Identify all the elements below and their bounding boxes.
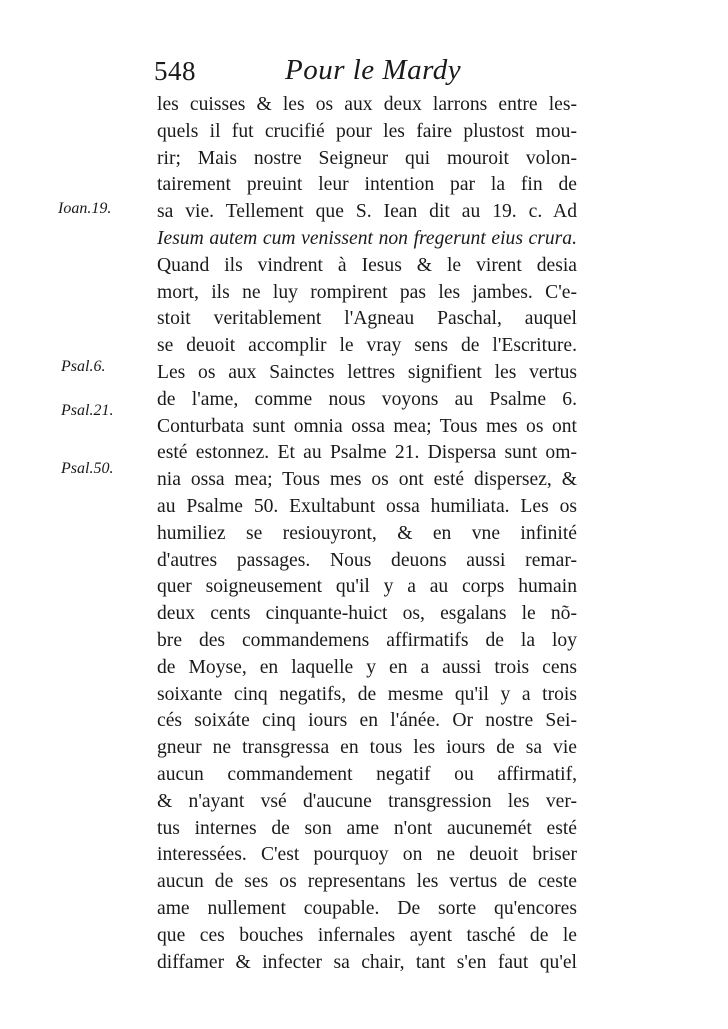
text-line: tus internes de son ame n'ont aucunemét esté bbox=[157, 817, 577, 839]
page-header bbox=[150, 52, 580, 92]
text-line: rir; Mais nostre Seigneur qui mouroit volon- bbox=[157, 147, 577, 169]
text-line: deux cents cinquante-huict os, esgalans le nõ- bbox=[157, 603, 577, 625]
text-line: se deuoit accomplir le vray sens de l'Escriture. bbox=[157, 335, 577, 357]
text-line: bre des commandemens affirmatifs de la loy bbox=[157, 629, 577, 651]
text-line: aucun commandement negatif ou affirmatif, bbox=[157, 763, 577, 785]
text-line: de Moyse, en laquelle y en a aussi trois cens bbox=[157, 656, 577, 678]
text-line: au Psalme 50. Exultabunt ossa humiliata. Les os bbox=[157, 495, 577, 517]
text-line: & n'ayant vsé d'aucune transgression les ver- bbox=[157, 790, 577, 812]
text-line: quer soigneusement qu'il y a au corps humain bbox=[157, 576, 577, 598]
text-line: tairement preuint leur intention par la fin de bbox=[157, 174, 577, 196]
text-line: soixante cinq negatifs, de mesme qu'il y a trois bbox=[157, 683, 577, 705]
body-text bbox=[157, 92, 577, 976]
text-line: Quand ils vindrent à Iesus & le virent desia bbox=[157, 254, 577, 276]
text-line: que ces bouches infernales ayent tasché de le bbox=[157, 924, 577, 946]
text-line: Iesum autem cum venissent non fregerunt eius crura. bbox=[157, 227, 577, 249]
text-line: interessées. C'est pourquoy on ne deuoit briser bbox=[157, 844, 577, 866]
text-line: diffamer & infecter sa chair, tant s'en faut qu'el bbox=[157, 951, 577, 973]
text-line: aucun de ses os representans les vertus de ceste bbox=[157, 871, 577, 893]
text-line: mort, ils ne luy rompirent pas les jambes. C'e- bbox=[157, 281, 577, 303]
running-title: Pour le Mardy bbox=[285, 54, 462, 86]
text-line: nia ossa mea; Tous mes os ont esté dispersez, & bbox=[157, 469, 577, 491]
text-line: quels il fut crucifié pour les faire plustost mou- bbox=[157, 120, 577, 142]
text-line: sa vie. Tellement que S. Iean dit au 19. c. Ad bbox=[157, 201, 577, 223]
text-line: gneur ne transgressa en tous les iours de sa vie bbox=[157, 737, 577, 759]
text-line: esté estonnez. Et au Psalme 21. Dispersa sunt om- bbox=[157, 442, 577, 464]
text-line: ame nullement coupable. De sorte qu'encores bbox=[157, 897, 577, 919]
page-number: 548 bbox=[154, 56, 196, 86]
text-line: cés soixáte cinq iours en l'ánée. Or nostre Sei- bbox=[157, 710, 577, 732]
text-line: humiliez se resiouyront, & en vne infinité bbox=[157, 522, 577, 544]
text-line: stoit veritablement l'Agneau Paschal, auquel bbox=[157, 308, 577, 330]
margin-notes bbox=[0, 0, 140, 1029]
margin-note-psal-50: Psal.50. bbox=[61, 460, 114, 477]
text-line: les cuisses & les os aux deux larrons entre les- bbox=[157, 94, 577, 115]
margin-note-psal-6: Psal.6. bbox=[61, 358, 106, 375]
text-line: Les os aux Sainctes lettres signifient les vertus bbox=[157, 361, 577, 383]
margin-note-psal-21: Psal.21. bbox=[61, 402, 114, 419]
text-line: Conturbata sunt omnia ossa mea; Tous mes os ont bbox=[157, 415, 577, 437]
margin-note-ioan-19: Ioan.19. bbox=[58, 200, 112, 217]
text-line: de l'ame, comme nous voyons au Psalme 6. bbox=[157, 388, 577, 410]
text-line: d'autres passages. Nous deuons aussi remar- bbox=[157, 549, 577, 571]
